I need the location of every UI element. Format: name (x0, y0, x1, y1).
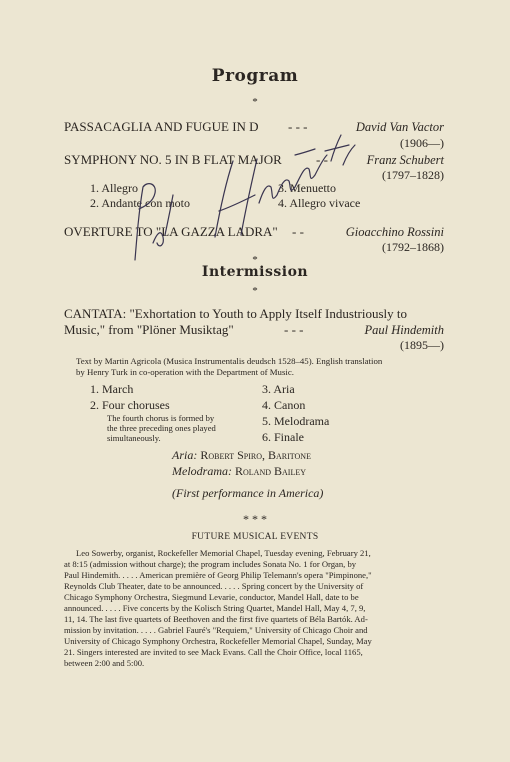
melodrama-credit (172, 464, 306, 479)
work-composer: Franz Schubert (366, 153, 444, 167)
future-line: Chicago Symphony Orchestra, Siegmund Levarie, conductor, Mandel Hall, date to be (64, 592, 359, 602)
cantata-dashes: - - - (284, 322, 304, 337)
work-title: PASSACAGLIA AND FUGUE IN D (64, 119, 259, 134)
chorus-note: The fourth chorus is formed by (107, 413, 215, 423)
cantata-movement: 3. Aria (262, 382, 295, 396)
future-line: mission by invitation. . . . . Gabriel Fauré's "Requiem," University of Chicago Choir and (64, 625, 368, 635)
star-separator: * (252, 285, 258, 297)
work-title: SYMPHONY NO. 5 IN B FLAT MAJOR (64, 152, 282, 167)
work-years: (1906—) (400, 136, 444, 150)
melodrama-label: Melodrama: (172, 464, 232, 478)
star-separator: * (252, 254, 258, 266)
work-dashes: - - (316, 152, 328, 167)
cantata-movement: 4. Canon (262, 398, 306, 412)
work-composer: Gioacchino Rossini (345, 225, 444, 239)
work-years: (1797–1828) (382, 168, 444, 182)
future-line: 11, 14. The last five quartets of Beethoven and the first five quartets of Béla Bartók. Ad- (64, 614, 368, 624)
star-separator: * (252, 96, 258, 108)
text-note: by Henry Turk in co-operation with the Department of Music. (76, 367, 294, 377)
future-line: Leo Sowerby, organist, Rockefeller Memorial Chapel, Tuesday evening, February 21, (76, 548, 371, 558)
aria-performer: Robert Spiro, Baritone (200, 448, 311, 462)
movement: 3. Menuetto (278, 181, 336, 195)
movement: 2. Andante con moto (90, 196, 190, 210)
chorus-note: simultaneously. (107, 433, 161, 443)
cantata-years: (1895—) (400, 338, 444, 352)
cantata-movement: 1. March (90, 382, 134, 396)
future-line: Reynolds Club Theater, date to be announced. . . . . Spring concert by the University of (64, 581, 364, 591)
text-note: Text by Martin Agricola (Musica Instrumentalis deudsch 1528–45). English translation (76, 356, 383, 366)
future-line: at 8:15 (admission without charge); the program includes Sonata No. 1 for Organ, by (64, 559, 357, 569)
cantata-movement: 2. Four choruses (90, 398, 170, 412)
aria-credit (172, 448, 311, 463)
cantata-movement: 5. Melodrama (262, 414, 330, 428)
cantata-movement: 6. Finale (262, 430, 304, 444)
future-events-heading: FUTURE MUSICAL EVENTS (191, 532, 319, 542)
future-line: announced. . . . . Five concerts by the Kolisch String Quartet, Mandel Hall, May 4, 7, 9, (64, 603, 366, 613)
cantata-title-line2: Music," from "Plöner Musiktag" (64, 322, 234, 337)
future-line: University of Chicago Symphony Orchestra, Rockefeller Memorial Chapel, Sunday, May (64, 636, 372, 646)
future-line: 21. Singers interested are invited to see Mack Evans. Call the Choir Office, local 1165, (64, 647, 363, 657)
work-years: (1792–1868) (382, 240, 444, 254)
program-heading: Program (211, 66, 299, 86)
cantata-composer: Paul Hindemith (364, 323, 444, 337)
movement: 4. Allegro vivace (278, 196, 361, 210)
aria-label: Aria: (172, 448, 198, 462)
divider-stars: * * * (243, 512, 267, 526)
future-line: Paul Hindemith. . . . . American première of Georg Philip Telemann's opera "Pimpinone," (64, 570, 372, 580)
work-title: OVERTURE TO "LA GAZZA LADRA" (64, 224, 278, 239)
work-dashes: - - - (288, 119, 308, 134)
intermission-heading: Intermission (201, 264, 309, 280)
melodrama-performer: Roland Bailey (235, 464, 306, 478)
chorus-note: the three preceding ones played (107, 423, 216, 433)
cantata-title: CANTATA: "Exhortation to Youth to Apply Itself Industriously to (64, 306, 408, 321)
future-line: between 2:00 and 5:00. (64, 658, 145, 668)
work-composer: David Van Vactor (355, 120, 444, 134)
premiere-note: (First performance in America) (172, 486, 324, 500)
movement: 1. Allegro (90, 181, 138, 195)
work-dashes: - - (292, 224, 304, 239)
